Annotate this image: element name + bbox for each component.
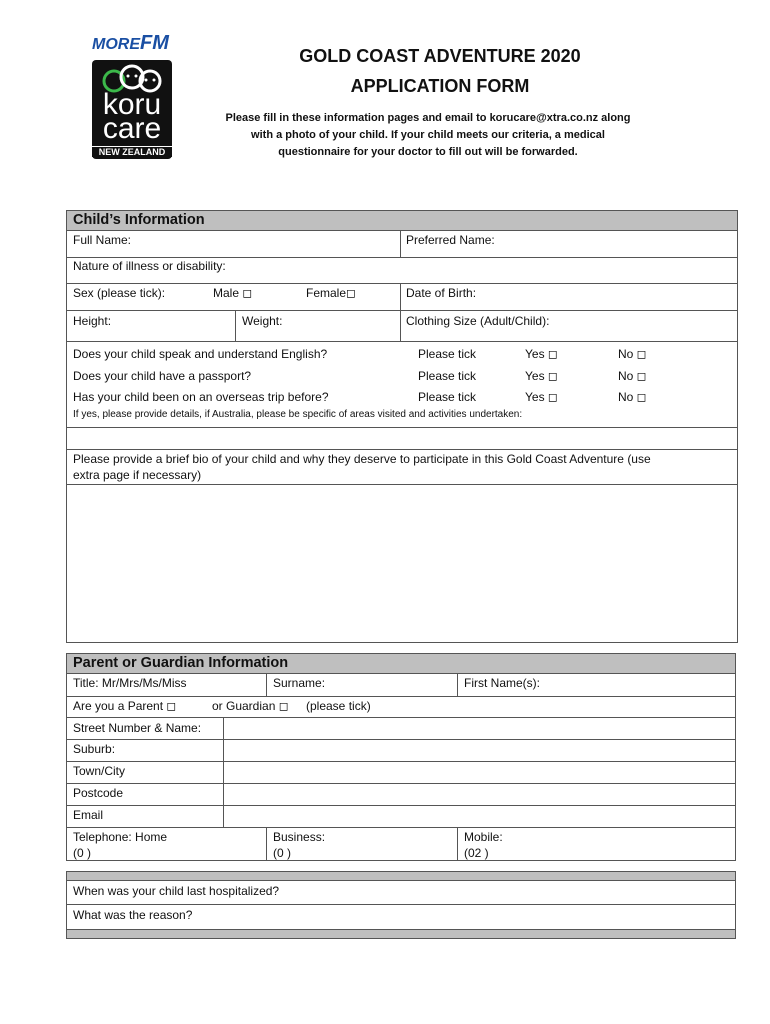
overseas-please-tick: Please tick xyxy=(418,390,477,404)
bio-label-line2: extra page if necessary) xyxy=(73,468,202,482)
parent-section-heading: Parent or Guardian Information xyxy=(66,653,736,674)
form-title: GOLD COAST ADVENTURE 2020 xyxy=(299,46,581,66)
passport-no-checkbox[interactable]: No ◻ xyxy=(618,369,647,383)
postcode-input[interactable] xyxy=(224,784,736,805)
bio-textarea[interactable] xyxy=(67,485,737,642)
logo-nz-text: NEW ZEALAND xyxy=(92,146,172,157)
intro-line-3: questionnaire for your doctor to fill out will be forwarded. xyxy=(278,146,578,158)
logo-fm: FM xyxy=(140,32,169,54)
overseas-details-input[interactable] xyxy=(67,428,737,448)
overseas-no-checkbox[interactable]: No ◻ xyxy=(618,390,647,404)
parent-first-names-field[interactable]: First Name(s): xyxy=(464,676,540,690)
intro-line-1: Please fill in these information pages and email to korucare@xtra.co.nz along xyxy=(225,112,631,124)
parent-checkbox[interactable]: Are you a Parent ◻ xyxy=(73,699,177,713)
business-phone-field[interactable]: (0 ) xyxy=(273,846,291,860)
english-question: Does your child speak and understand English? xyxy=(73,347,328,361)
mobile-phone-label: Mobile: xyxy=(464,830,503,844)
town-label: Town/City xyxy=(73,764,126,778)
preferred-name-field[interactable]: Preferred Name: xyxy=(406,233,495,247)
weight-field[interactable]: Weight: xyxy=(242,314,283,328)
morefm-logo xyxy=(92,32,169,55)
sex-label: Sex (please tick): xyxy=(73,286,166,300)
bio-label-line1: Please provide a brief bio of your child and why they deserve to participate in this Gold Coast Adventure (use xyxy=(73,452,651,466)
postcode-label: Postcode xyxy=(73,786,124,800)
email-label: Email xyxy=(73,808,104,822)
guardian-checkbox[interactable]: or Guardian ◻ xyxy=(212,699,289,713)
full-name-field[interactable]: Full Name: xyxy=(73,233,132,247)
parent-surname-field[interactable]: Surname: xyxy=(273,676,326,690)
town-input[interactable] xyxy=(224,762,736,783)
passport-question: Does your child have a passport? xyxy=(73,369,252,383)
last-hospitalized-field[interactable]: When was your child last hospitalized? xyxy=(73,884,280,898)
english-please-tick: Please tick xyxy=(418,347,477,361)
dob-field[interactable]: Date of Birth: xyxy=(406,286,477,300)
medical-section-bottom-bar xyxy=(66,929,736,939)
hospital-reason-field[interactable]: What was the reason? xyxy=(73,908,193,922)
intro-line-2: with a photo of your child. If your child meets our criteria, a medical xyxy=(251,129,605,141)
english-no-checkbox[interactable]: No ◻ xyxy=(618,347,647,361)
passport-yes-checkbox[interactable]: Yes ◻ xyxy=(525,369,558,383)
street-input[interactable] xyxy=(224,718,736,739)
suburb-input[interactable] xyxy=(224,740,736,761)
logo-care-text: care xyxy=(102,112,162,145)
overseas-details-label: If yes, please provide details, if Australia, please be specific of areas visited and activities undertaken: xyxy=(73,409,523,420)
relation-please-tick: (please tick) xyxy=(306,699,371,713)
business-phone-label: Business: xyxy=(273,830,326,844)
street-label: Street Number & Name: xyxy=(73,721,202,735)
passport-please-tick: Please tick xyxy=(418,369,477,383)
intro-text xyxy=(200,110,656,161)
english-yes-checkbox[interactable]: Yes ◻ xyxy=(525,347,558,361)
logo-koru-text: koru xyxy=(102,88,162,121)
mobile-phone-field[interactable]: (02 ) xyxy=(464,846,489,860)
logo-more: MORE xyxy=(92,36,140,53)
clothing-size-field[interactable]: Clothing Size (Adult/Child): xyxy=(406,314,550,328)
form-subtitle: APPLICATION FORM xyxy=(350,76,530,96)
email-input[interactable] xyxy=(224,806,736,827)
female-checkbox[interactable]: Female◻ xyxy=(306,286,356,300)
overseas-question: Has your child been on an overseas trip before? xyxy=(73,390,329,404)
illness-field[interactable]: Nature of illness or disability: xyxy=(73,259,226,273)
child-section-heading: Child’s Information xyxy=(66,210,738,231)
suburb-label: Suburb: xyxy=(73,742,116,756)
parent-title-field[interactable]: Title: Mr/Mrs/Ms/Miss xyxy=(73,676,187,690)
home-phone-label: Telephone: Home xyxy=(73,830,168,844)
overseas-yes-checkbox[interactable]: Yes ◻ xyxy=(525,390,558,404)
height-field[interactable]: Height: xyxy=(73,314,112,328)
male-checkbox[interactable]: Male ◻ xyxy=(213,286,253,300)
home-phone-field[interactable]: (0 ) xyxy=(73,846,91,860)
